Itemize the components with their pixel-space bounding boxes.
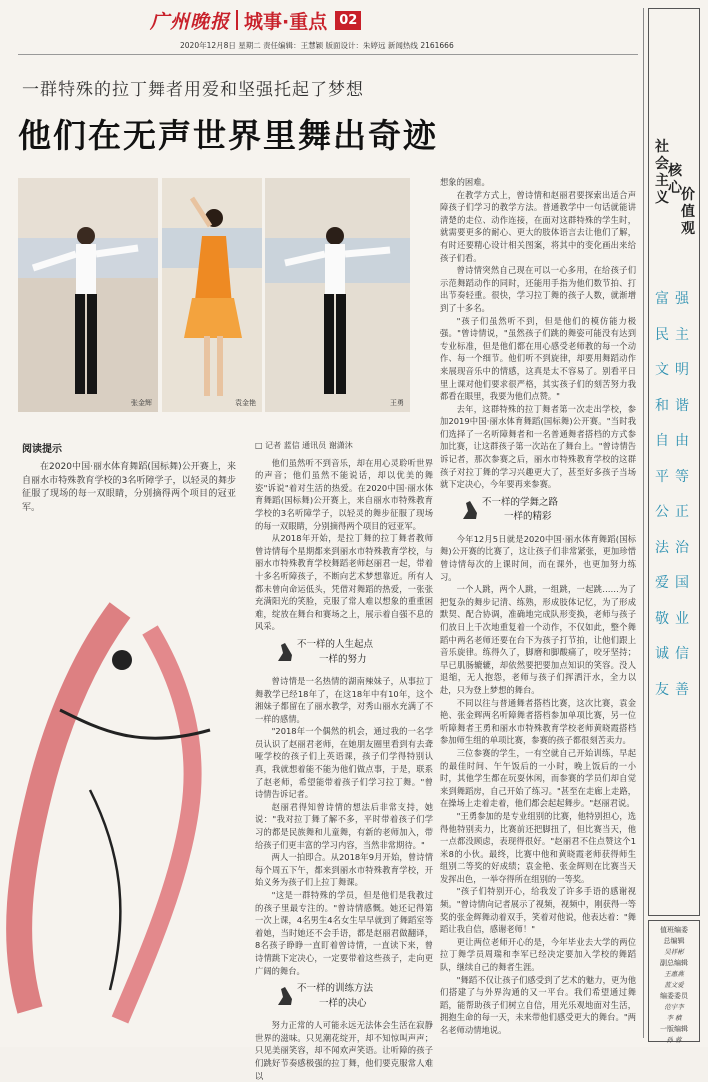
masthead-separator — [236, 10, 238, 30]
subheading-1-line-1: 不一样的人生起点 — [297, 638, 374, 650]
page-number: 02 — [335, 11, 361, 30]
dancer-photo-1 — [18, 178, 158, 412]
article-column-1 — [255, 440, 433, 1081]
section-name: 城事·重点 — [244, 10, 328, 33]
paragraph: 一个人跳，两个人跳，一组跳，一起跳……为了把复杂的舞步记清、练熟，形成肢体记忆，为了形成默契、配合协调，准确地完成队形变换，老师与孩子们放日上千次地重复着一个动作，不仅如此，整个舞蹈中两名老师还要在台下为孩子打节拍，让他们跟上音乐旋律。练得久了，脚磨和脚酸痛了，咬牙坚持；早已肌肠辘辘，却依然要把要加点知识的笑容。没人退缩，无人抱怨，老师与孩子们挥洒汗水，全力以赴，只为登上梦想的舞台。 — [440, 584, 636, 695]
core-value: 公正 — [655, 504, 695, 520]
top-rule — [18, 54, 638, 55]
core-value: 平等 — [655, 468, 695, 485]
subheading-2-line-2: 一样的决心 — [319, 997, 367, 1009]
headline: 他们在无声世界里舞出奇迹 — [18, 116, 438, 155]
dancer-photo-3 — [265, 178, 410, 412]
sidebar-title-2: 核心 — [668, 163, 682, 196]
photo-caption: 袁金艳 — [235, 399, 256, 407]
editorial-credits — [648, 920, 700, 1042]
paragraph: 在教学方式上，曾诗情和赵丽君要探索出适合声障孩子们学习的教学方法。普通教学中一句话就能讲清楚的走位、动作连接，在面对这群特殊的学生时，就需要更多的耐心、更大的肢体语言去让他们了解，有时还要精心设计相关图案，将其中的变化画出来给孩子们看。 — [440, 189, 636, 263]
subheading-3-line-1: 不一样的学舞之路 — [482, 496, 559, 508]
reading-tip — [22, 440, 236, 515]
paragraph: 今年12月5日就是2020中国·丽水体育舞蹈(国标舞)公开赛的比赛了，这让孩子们非常紧张，更加珍惜曾诗情每次的上课时间，而在课外，也更加努力练习。 — [440, 533, 636, 582]
paragraph: 从2018年开始，是拉丁舞的拉丁舞者教师曾诗情每个星期都来到丽水市特殊教育学校，与丽水市特殊教育学校舞蹈老师赵丽君一起，带着十多名听障孩子，不断向艺术梦想靠近。所有人都未曾向命运低头，凭借对舞蹈的热爱，一张张充满阳光的笑脸，克服了常人难以想象的重重困难，绽放在舞台和赛场之上，展示着自强不息的风采。 — [255, 533, 433, 632]
paragraph: "2018年一个偶然的机会，通过我的一名学员认识了赵丽君老师，在她朋友圈里看到有去聋哑学校的孩子们上英语课，孩子们学得特别认真，我就想着能不能为他们做点事，于是，联系了赵老师，希望能带着孩子们学习拉丁舞。"曾诗情告诉记者。 — [255, 726, 433, 800]
paragraph: "舞蹈不仅让孩子们感受到了艺术的魅力，更为他们搭建了与外界沟通的又一平台。我们希望通过舞蹈，能帮助孩子们树立自信，用光乐观地面对生活，拥抱生命的每一天，未来带他们感受更大的舞台。"两名老师动情地说。 — [440, 974, 636, 1035]
photo-caption: 王勇 — [390, 399, 404, 407]
core-value: 法治 — [655, 539, 695, 556]
reading-tip-title: 阅读提示 — [22, 444, 62, 455]
credit-role: 一版编辑 — [660, 1025, 688, 1033]
credit-role: 值班编委 — [660, 926, 688, 934]
photo-male-dancer-1 — [18, 178, 158, 412]
subheading-2-line-1: 不一样的训练方法 — [297, 983, 374, 995]
paragraph: "王勇参加的是专业组别的比赛，他特别担心，选得他特别卖力，比赛前还把脚扭了，但比赛当天，他一点都没顾虑，表现得很好。"赵丽君不住点赞这个1米8的小伙。最终，比赛中他和黄晓霞老师获得师生组别二等奖的好成绩；袁金艳、张金辉则在比赛当天发挥出色，一举夺得所在组别的一等奖。 — [440, 810, 636, 884]
credit-name: 孙 蓉 — [666, 1036, 682, 1044]
paragraph: 两人一拍即合。从2018年9月开始，曾诗情每个周五下午，都来到丽水市特殊教育学校，开始义务为孩子们上拉丁舞课。 — [255, 852, 433, 888]
core-value: 友善 — [655, 681, 695, 698]
credit-name: 李 稹 — [666, 1014, 682, 1022]
photo-female-dancer — [162, 178, 262, 412]
reading-tip-body: 在2020中国·丽水体育舞蹈(国标舞)公开赛上，来自丽水市特殊教育学校的3名听障学子，以轻灵的舞步征服了现场的每一双眼睛，分别摘得两个项目的冠亚军。 — [22, 462, 236, 513]
core-value: 敬业 — [655, 610, 695, 627]
credit-name: 范宇李 — [664, 1003, 684, 1011]
subheading-3 — [460, 497, 636, 527]
core-value: 富强 — [655, 291, 695, 307]
core-values-sidebar — [648, 8, 700, 916]
photo-caption: 张金辉 — [131, 399, 152, 407]
core-value: 自由 — [655, 433, 695, 449]
paragraph: 想象的困难。 — [440, 177, 490, 187]
credit-role: 总编辑 — [663, 937, 685, 945]
credit-role: 副总编辑 — [660, 959, 688, 967]
paragraph: "孩子们特别开心，给我发了许多手语的感谢视频。"曾诗情向记者展示了视频，视频中，刚获得一等奖的张金辉舞动着双手，笑着对他说，他表达着："舞蹈让我自信，感谢老师！" — [440, 886, 636, 935]
masthead — [150, 6, 361, 34]
paragraph: 不同以往与普通舞者搭档比赛，这次比赛，袁金艳、张金辉两名听障舞者搭档参加单项比赛，另一位听障舞者王勇和丽水市特殊教育学校老师黄晓霞搭档参加师生组的单项比赛，参赛的孩子都很刻苦卖力。 — [440, 697, 636, 746]
credit-name: 王惠燕 — [664, 970, 684, 978]
subheading-2 — [275, 983, 433, 1013]
shoe-icon — [275, 639, 295, 665]
dateline: 2020年12月8日 星期二 责任编辑：王慧颖 版面设计：朱婷远 新闻热线 2161666 — [180, 41, 454, 50]
photo-male-dancer-2 — [265, 178, 410, 412]
paragraph: 曾诗情突然自己现在可以一心多用，在给孩子们示范舞蹈动作的同时，还能用手指为他们数节拍、打出节奏轻重。很快，学习拉丁舞的孩子人数，就渐增到了十多名。 — [440, 265, 636, 313]
core-values-list — [649, 289, 701, 715]
sidebar-divider — [643, 8, 644, 1038]
byline: □ 记者 蓝信 通讯员 谢潇沐 — [255, 441, 353, 450]
paragraph: 努力正常的人可能永远无法体会生活在寂静世界的滋味。只见潮花绽开，却不知惊叫声声；只见美丽笑容，却不闻欢声笑语。让听障的孩子们跳好节奏感极强的拉丁舞，他们要克服常人难以 — [255, 1020, 433, 1081]
sidebar-title-3: 价值观 — [681, 187, 695, 237]
paper-name: 广州晚报 — [150, 10, 231, 33]
credit-role: 编委委员 — [660, 992, 688, 1000]
subheading-3-line-2: 一样的精彩 — [504, 511, 552, 523]
subheading-1-line-2: 一样的努力 — [319, 653, 367, 665]
paragraph: 更让两位老师开心的是，今年毕业去大学的两位拉丁舞学员周瑞和李军已经决定要加入学校的舞蹈队，继续自己的舞者生涯。 — [440, 936, 636, 973]
paragraph: 他们虽然听不到音乐，却在用心灵聆听世界的声音；他们虽然不能说话，却以优美的舞姿"诉说"着对生活的热爱。在2020中国·丽水体育舞蹈(国标舞)公开赛上，来自丽水市特殊教育学校的3名听障学子，以轻灵的舞步征服了现场的每一双眼睛，分别摘得两个项目的冠亚军。 — [255, 457, 433, 531]
paragraph: 赵丽君得知曾诗情的想法后非常支持，她说："我对拉丁舞了解不多，平时带着孩子们学习的都是民族舞和儿童舞，有新的老师加入，带给孩子们更丰富的学习内容，当然非常期待。" — [255, 801, 433, 850]
paragraph: 曾诗情是一名热情的湖南辣妹子，从事拉丁舞教学已经18年了，在这18年中有10年，这个湘妹子都留在了丽水教学，对秀山丽水充满了不一样的感情。 — [255, 675, 433, 724]
paragraph: "孩子们虽然听不到，但是他们的模仿能力极强。"曾诗情说，"虽然孩子们跳的舞姿可能没有达到专业标准，但是他们都在用心感受老师教的每一个动作、每一个细节。他们听不到旋律，却要用舞蹈动作来展现音乐中的情感，这真是太不容易了。别看平日里上课对他们要求很严格，其实孩子们的刻苦努力我都看在眼里，我要为他们点赞。" — [440, 315, 636, 402]
dancer-photo-2 — [162, 178, 262, 412]
credit-name: 蓝文爱 — [664, 981, 684, 989]
paragraph: "这是一群特殊的学员，但是他们是我教过的孩子里最专注的。"曾诗情感慨。她还记得第一次上课，4名男生4名女生早早就到了舞蹈室等着她，当时她还不会手语，都是赵丽君做翻译，8名孩子睁睁一直盯着曾诗情，一直读下来，曾诗情跳下定决心，一定要带着这些孩子，走向更广阔的舞台。 — [255, 890, 433, 976]
shoe-icon — [460, 497, 480, 523]
core-value: 和谐 — [655, 397, 695, 414]
paragraph: 三位参赛的学生，一有空就自己开始训练，早起的最佳时间、午午饭后的一小时，晚上饭后的一小时，其他学生都在玩耍休闲，而参赛的学员们却自觉来到舞蹈房，自己开始了练习。"甚至在走廊上走路，在操场上走着走着，他们都会起起舞步。"赵丽君说。 — [440, 747, 636, 809]
credit-name: 吴祥彬 — [664, 948, 684, 956]
article-column-2 — [440, 176, 636, 1042]
ink-dancer-illustration — [0, 590, 245, 1030]
kicker: 一群特殊的拉丁舞者用爱和坚强托起了梦想 — [22, 80, 364, 100]
shoe-icon — [275, 983, 295, 1009]
core-value: 文明 — [655, 362, 695, 378]
core-value: 民主 — [655, 326, 695, 343]
paragraph: 去年，这群特殊的拉丁舞者第一次走出学校，参加2019中国·丽水体育舞蹈(国标舞)公开赛。"当时我们选择了一名听障舞者和一名普通舞者搭档的方式参加比赛，让这群孩子第一次站在了舞台上。"曾诗情告诉记者，那次参赛之后，丽水市特殊教育学校的这群孩子对拉丁舞的学习兴趣更大了，甚至好多孩子当场就下定决心，今年要再来参赛。 — [440, 403, 636, 490]
sidebar-title-1: 社会主义 — [655, 139, 669, 206]
core-value: 诚信 — [655, 646, 695, 662]
subheading-1 — [275, 639, 433, 669]
core-value: 爱国 — [655, 575, 695, 591]
